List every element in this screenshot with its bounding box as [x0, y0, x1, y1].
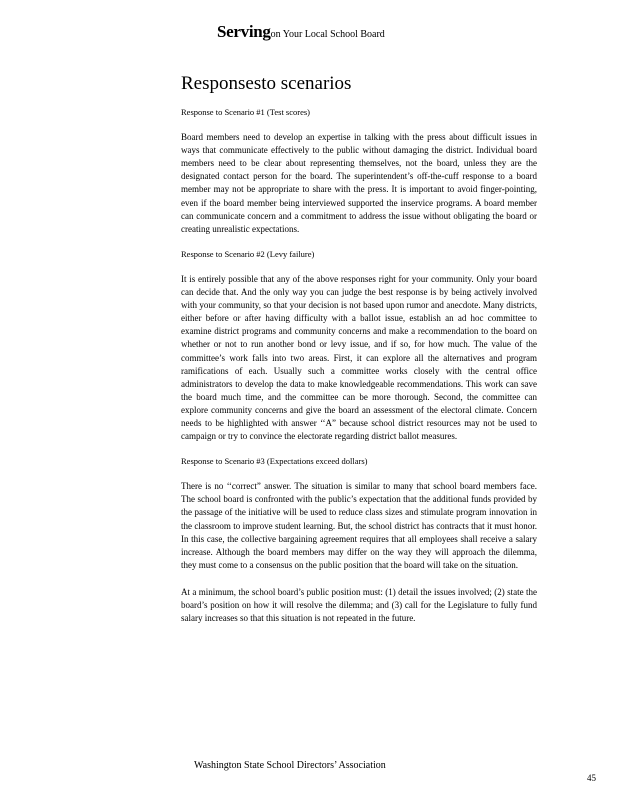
section-heading: Response to Scenario #1 (Test scores) — [181, 107, 310, 117]
section-scenario-1 — [181, 106, 537, 236]
page-number: 45 — [587, 773, 596, 783]
paragraph: There is no ‘‘correct” answer. The situation is similar to many that school board members face. The school board is confronted with the public’s expectation that the additional funds provided by the passage of the initiative will be used to reduce class sizes and stimulate program innovation in the classroom to improve student learning. But, the school district has contracts that it must honor. In this case, the collective bargaining agreement requires that all employees shall receive a salary increase. Although the board members may differ on the way they will approach the dilemma, they must come to a consensus on the public position that the board will take on the situation. — [181, 481, 537, 570]
header-brand: Serving — [217, 22, 271, 41]
paragraph: Board members need to develop an expertise in talking with the press about difficult issues in ways that communicate effectively to the public without damaging the district. Individual board members need to be clear about representing themselves, not the board, unless they are the designated contact person for the board. The superintendent’s off-the-cuff response to a board member may not be appropriate to share with the press. It is important to avoid finger-pointing, even if the board member being interviewed supported the inservice programs. A board member can communicate concern and a commitment to address the issue without obligating the board or creating unrealistic expectations. — [181, 132, 537, 234]
page-title: Responsesto scenarios — [181, 73, 352, 94]
page-body — [181, 106, 537, 637]
section-heading: Response to Scenario #2 (Levy failure) — [181, 248, 315, 259]
paragraph: It is entirely possible that any of the above responses right for your community. Only your board can decide that. And the only way you can judge the best response is by being actively involved with your community, so that your decision is not based upon rumor and anecdote. Many districts, either before or after having difficulty with a ballot issue, establish an ad hoc committee to examine district programs and community concerns and make a recommendation to the board on whether or not to run another bond or levy issue, and if so, for how much. The value of the committee’s work falls into two areas. First, it can explore all the alternatives and program ramifications of each. Usually such a committee works closely with the central office administrators to develop the data to make knowledgeable recommendations. This work can save the board much time, and the committee can be more thorough. Second, the committee can explore community concerns and give the board an assessment of the electoral climate. Concern needs to be highlighted with answer ‘‘A” because school district resources may not be used to campaign or try to convince the electorate regarding district ballot measures. — [181, 273, 537, 442]
section-heading: Response to Scenario #3 (Expectations exceed dollars) — [181, 456, 368, 467]
running-header — [217, 22, 385, 42]
section-scenario-3 — [181, 455, 537, 625]
header-tail: on Your Local School Board — [270, 29, 385, 40]
section-scenario-2 — [181, 248, 537, 443]
footer-organization: Washington State School Directors’ Association — [194, 760, 386, 771]
paragraph: At a minimum, the school board’s public position must: (1) detail the issues involved; (2) state the board’s position on how it will resolve the dilemma; and (3) call for the Legislature to fully fund salary increases so that this situation is not repeated in the future. — [181, 586, 537, 624]
